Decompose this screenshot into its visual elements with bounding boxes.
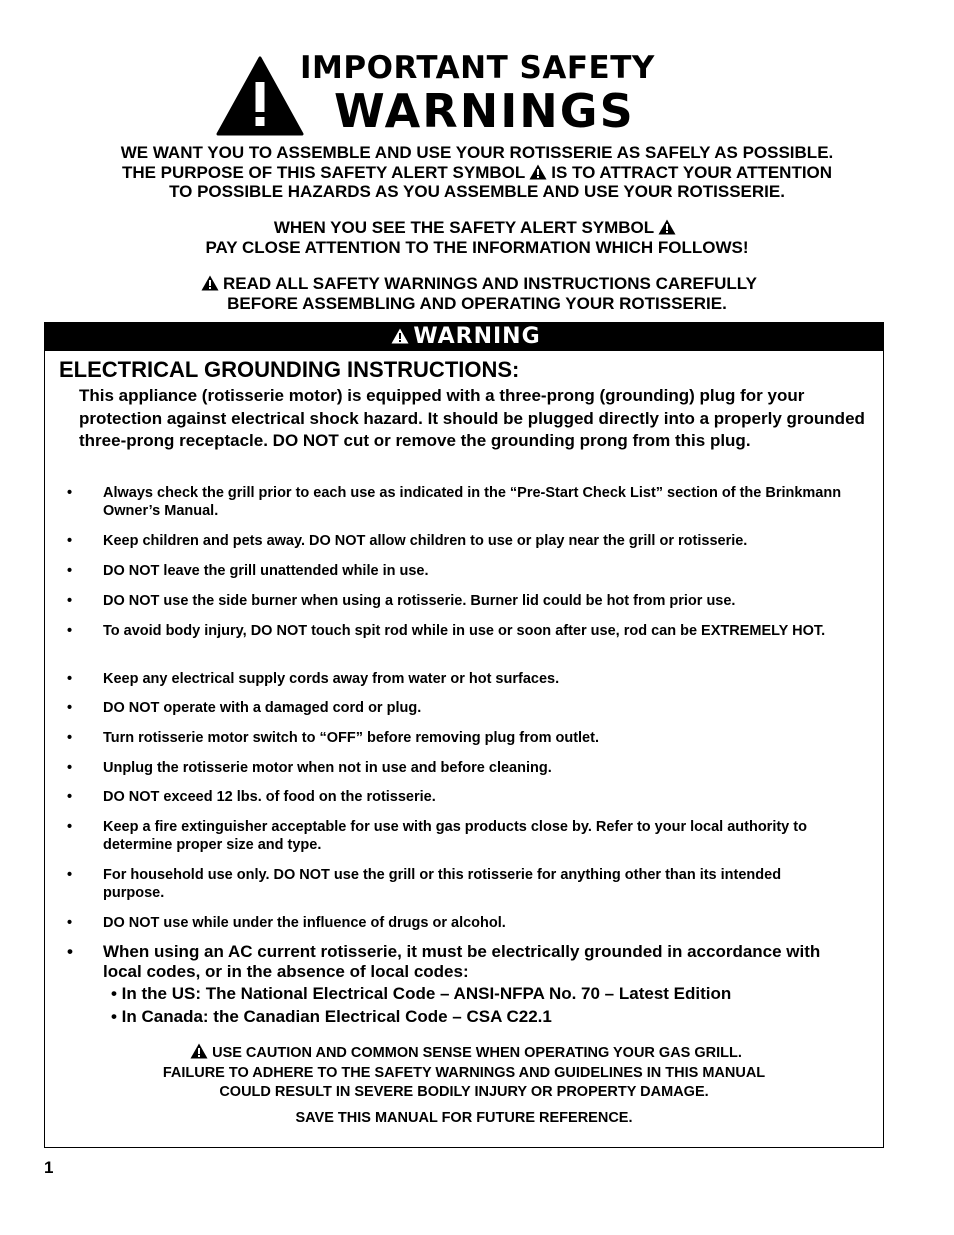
intro-line: WHEN YOU SEE THE SAFETY ALERT SYMBOL xyxy=(0,218,954,238)
grounding-intro: This appliance (rotisserie motor) is equipped with a three-prong (grounding) plug for your protection against electrical shock hazard. It should be plugged directly into a properly grounded three-prong receptacle. DO NOT cut or remove the grounding prong from this plug. xyxy=(79,386,865,450)
intro-line: BEFORE ASSEMBLING AND OPERATING YOUR ROTISSERIE. xyxy=(227,293,727,313)
safety-alert-icon xyxy=(658,219,676,235)
header-title-line2: WARNINGS xyxy=(334,84,635,138)
page-header xyxy=(216,50,736,140)
warning-box: WARNING ELECTRICAL GROUNDING INSTRUCTIONS: This appliance (rotisserie motor) is equipped with a three-prong (grounding) plug for your protection against electrical shock hazard. It should be plugged directly into a properly grounded three-prong receptacle. DO NOT cut or remove the grounding prong from this plug. • Always check the grill prior to each use as indicated in the “Pre-Start Check List” section of the Brinkmann Owner’s Manual. • Keep children and pets away. DO NOT allow children to use or play near the grill or rotisserie. • DO NOT leave the grill unattended while in use. • DO NOT use the side burner when using a rotisserie. Burner lid could be hot from prior use. • To avoid body injury, DO NOT touch spit rod while in use or soon after use, rod can be EXTREMELY HOT. • Keep any electrical supply cords away from water or hot surfaces. • DO NOT operate with a damaged cord or plug. • Turn rotisserie motor switch to “OFF” before removing plug from outlet. • Unplug the rotisserie motor when not in use and before cleaning. • DO NOT exceed 12 lbs. of food on the rotisserie. • Keep a fire extinguisher acceptable for use with gas products close by. Refer to your local authority to determine proper size and type. • For household use only. DO NOT use the grill or this rotisserie for anything other than its intended purpose. • DO NOT use while under the influence of drugs or alcohol. • When using an AC current rotisserie, it must be electrically grounded in accordance with local codes, or in the absence of local codes: • In the US: The National Electrical Code – ANSI-NFPA No. 70 – Latest Edition • In Canada: the Canadian Electrical Code – CSA C22.1 USE CAUTION AND COMMON SENSE WHEN OPERATING YOUR GAS GRILL. FAILURE TO ADHERE TO THE SAFETY WARNINGS AND GUIDELINES IN THIS MANUAL COULD RESULT IN SEVERE BODILY INJURY OR PROPERTY DAMAGE. SAVE THIS MANUAL FOR FUTURE REFERENCE. xyxy=(44,322,884,1148)
page-number: 1 xyxy=(44,1158,54,1177)
save-note: SAVE THIS MANUAL FOR FUTURE REFERENCE. xyxy=(295,1110,633,1126)
footer-line: FAILURE TO ADHERE TO THE SAFETY WARNINGS AND GUIDELINES IN THIS MANUAL xyxy=(162,1064,766,1081)
caution-footer xyxy=(45,1043,883,1103)
safety-alert-icon xyxy=(391,328,409,344)
intro-line: WE WANT YOU TO ASSEMBLE AND USE YOUR ROTISSERIE AS SAFELY AS POSSIBLE. xyxy=(120,143,834,162)
intro-line: READ ALL SAFETY WARNINGS AND INSTRUCTIONS CAREFULLY xyxy=(0,274,954,294)
intro-line: TO POSSIBLE HAZARDS AS YOU ASSEMBLE AND USE YOUR ROTISSERIE. xyxy=(169,182,785,201)
warning-label: WARNING xyxy=(413,324,541,349)
safety-alert-icon xyxy=(529,164,547,180)
safety-alert-icon xyxy=(201,275,219,291)
section-heading: ELECTRICAL GROUNDING INSTRUCTIONS: xyxy=(59,357,520,382)
warning-bar xyxy=(45,323,883,351)
intro-paragraph-3 xyxy=(0,274,954,313)
warning-triangle-icon xyxy=(216,56,304,136)
intro-paragraph-1 xyxy=(0,143,954,202)
header-title-line1: IMPORTANT SAFETY xyxy=(300,50,655,86)
safety-alert-icon xyxy=(190,1043,208,1059)
intro-line: PAY CLOSE ATTENTION TO THE INFORMATION WHICH FOLLOWS! xyxy=(205,237,749,257)
intro-paragraph-2 xyxy=(0,218,954,257)
footer-line: COULD RESULT IN SEVERE BODILY INJURY OR PROPERTY DAMAGE. xyxy=(219,1084,709,1100)
footer-line: USE CAUTION AND COMMON SENSE WHEN OPERATING YOUR GAS GRILL. xyxy=(45,1043,883,1064)
intro-line: THE PURPOSE OF THIS SAFETY ALERT SYMBOL IS TO ATTRACT YOUR ATTENTION xyxy=(121,162,833,182)
sub-bullet-canada: • In Canada: the Canadian Electrical Code – CSA C22.1 xyxy=(111,1007,552,1026)
sub-bullet-us: • In the US: The National Electrical Code – ANSI-NFPA No. 70 – Latest Edition xyxy=(111,984,732,1003)
